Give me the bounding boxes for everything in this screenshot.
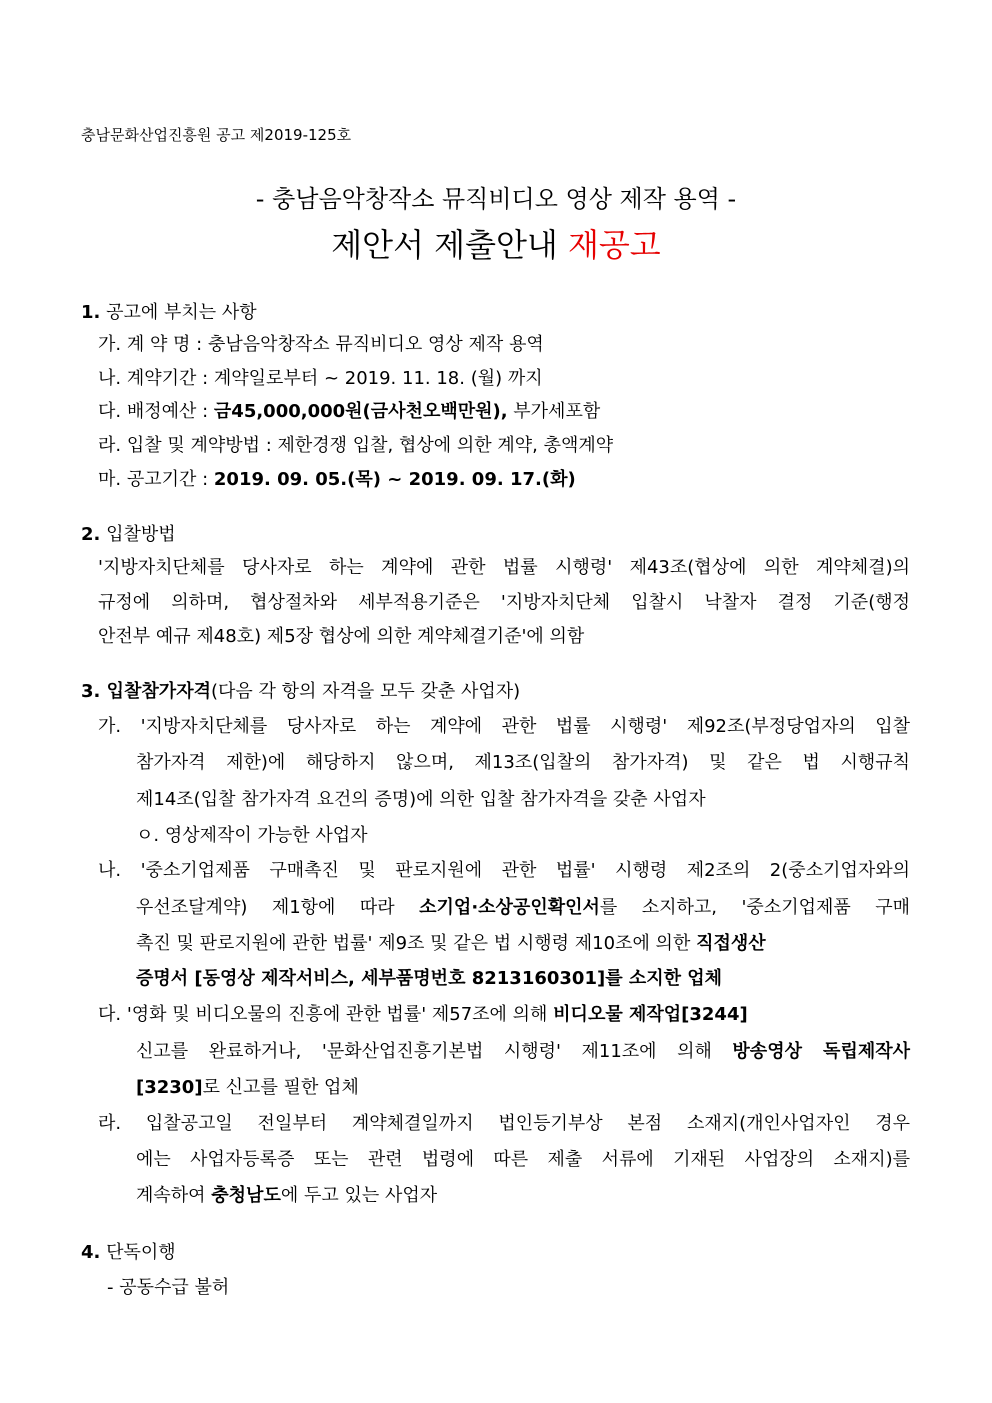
s1-item-notice-period xyxy=(98,465,576,491)
section-2-number: 2. xyxy=(81,524,101,545)
s3-item-a-subitem: ㅇ. 영상제작이 가능한 사업자 xyxy=(136,825,368,846)
direct-production-label: 직접생산 xyxy=(696,933,766,954)
s3-item-d-line: 에는 사업자등록증 또는 관련 법령에 따른 제출 서류에 기재된 사업장의 소재지)를 xyxy=(136,1149,910,1170)
notice-period-label: 마. 공고기간 : xyxy=(98,469,214,490)
section-4-heading xyxy=(81,1238,176,1264)
notice-period-dates: 2019. 09. 05.(목) ~ 2019. 09. 17.(화) xyxy=(213,469,576,490)
s2-paragraph-line: 규정에 의하며, 협상절차와 세부적용기준은 '지방자치단체 입찰시 낙찰자 결정 기준(행정 xyxy=(98,592,910,613)
producer-code: [3230] xyxy=(136,1077,203,1098)
text-run: 신고를 완료하거나, '문화산업진흥기본법 시행령' 제11조에 의해 xyxy=(136,1041,733,1062)
s3-item-b-line xyxy=(136,893,910,919)
s3-item-c-line xyxy=(136,1037,910,1063)
s2-paragraph-line: 안전부 예규 제48호) 제5장 협상에 의한 계약체결기준'에 의함 xyxy=(98,626,585,647)
text-run: 다. '영화 및 비디오물의 진흥에 관한 법률' 제57조에 의해 xyxy=(98,1004,554,1025)
section-4-number: 4. xyxy=(81,1242,101,1263)
title-highlight-reannouncement: 재공고 xyxy=(567,226,661,264)
s1-item-bid-method: 라. 입찰 및 계약방법 : 제한경쟁 입찰, 협상에 의한 계약, 총액계약 xyxy=(98,435,614,456)
budget-label: 다. 배정예산 : xyxy=(98,401,214,422)
budget-amount: 금45,000,000원(금사천오백만원), xyxy=(213,401,508,422)
text-run: 촉진 및 판로지원에 관한 법률' 제9조 및 같은 법 시행령 제10조에 의한 xyxy=(136,933,697,954)
s2-paragraph-line: '지방자치단체를 당사자로 하는 계약에 관한 법률 시행령' 제43조(협상에 의한 계약체결)의 xyxy=(98,557,910,578)
budget-vat-note: 부가세포함 xyxy=(507,401,601,422)
s3-item-c-line xyxy=(136,1073,359,1099)
region-chungnam: 충청남도 xyxy=(211,1185,281,1206)
s1-item-budget xyxy=(98,397,600,423)
text-run: 로 신고를 필한 업체 xyxy=(202,1077,359,1098)
section-3-heading xyxy=(81,677,520,703)
text-run: 계속하여 xyxy=(136,1185,212,1206)
s4-item: - 공동수급 불허 xyxy=(107,1277,230,1298)
s3-item-b-certificate: 증명서 [동영상 제작서비스, 세부품명번호 8213160301]를 소지한 업체 xyxy=(136,968,723,989)
s3-item-c-line xyxy=(98,1000,748,1026)
title-main: 제안서 제출안내 xyxy=(331,226,568,264)
s3-item-b-line: 나. '중소기업제품 구매촉진 및 판로지원에 관한 법률' 시행령 제2조의 2(중소기업자와의 xyxy=(98,860,910,881)
document-subtitle: - 충남음악창작소 뮤직비디오 영상 제작 용역 - xyxy=(255,185,737,213)
section-1-title: 공고에 부치는 사항 xyxy=(100,302,257,323)
document-title xyxy=(0,220,992,266)
section-1-heading xyxy=(81,298,257,324)
section-3-number: 3. xyxy=(81,681,101,702)
section-2-heading xyxy=(81,520,176,546)
s3-item-b-line xyxy=(136,929,766,955)
video-production-business: 비디오물 제작업[3244] xyxy=(553,1004,748,1025)
notice-number: 충남문화산업진흥원 공고 제2019-125호 xyxy=(81,126,352,144)
section-1-number: 1. xyxy=(81,302,101,323)
section-3-title: 입찰참가자격 xyxy=(100,681,211,702)
s3-item-d-line xyxy=(136,1181,437,1207)
s3-item-d-line: 라. 입찰공고일 전일부터 계약체결일까지 법인등기부상 본점 소재지(개인사업자인 경우 xyxy=(98,1113,910,1134)
s1-item-contract-period: 나. 계약기간 : 계약일로부터 ~ 2019. 11. 18. (월) 까지 xyxy=(98,368,543,389)
small-business-certificate: 소기업·소상공인확인서 xyxy=(419,897,600,918)
text-run: 를 소지하고, '중소기업제품 구매 xyxy=(599,897,910,918)
s3-item-a-line: 참가자격 제한)에 해당하지 않으며, 제13조(입찰의 참가자격) 및 같은 법 시행규칙 xyxy=(136,752,910,773)
s3-item-a-line: 가. '지방자치단체를 당사자로 하는 계약에 관한 법률 시행령' 제92조(부정당업자의 입찰 xyxy=(98,716,910,737)
independent-producer: 방송영상 독립제작사 xyxy=(732,1041,910,1062)
s1-item-contract-name: 가. 계 약 명 : 충남음악창작소 뮤직비디오 영상 제작 용역 xyxy=(98,334,544,355)
section-4-title: 단독이행 xyxy=(100,1242,176,1263)
s3-item-a-line: 제14조(입찰 참가자격 요건의 증명)에 의한 입찰 참가자격을 갖춘 사업자 xyxy=(136,789,706,810)
section-3-title-note: (다음 각 항의 자격을 모두 갖춘 사업자) xyxy=(210,681,521,702)
section-2-title: 입찰방법 xyxy=(100,524,176,545)
text-run: 우선조달계약) 제1항에 따라 xyxy=(136,897,420,918)
text-run: 에 두고 있는 사업자 xyxy=(280,1185,438,1206)
